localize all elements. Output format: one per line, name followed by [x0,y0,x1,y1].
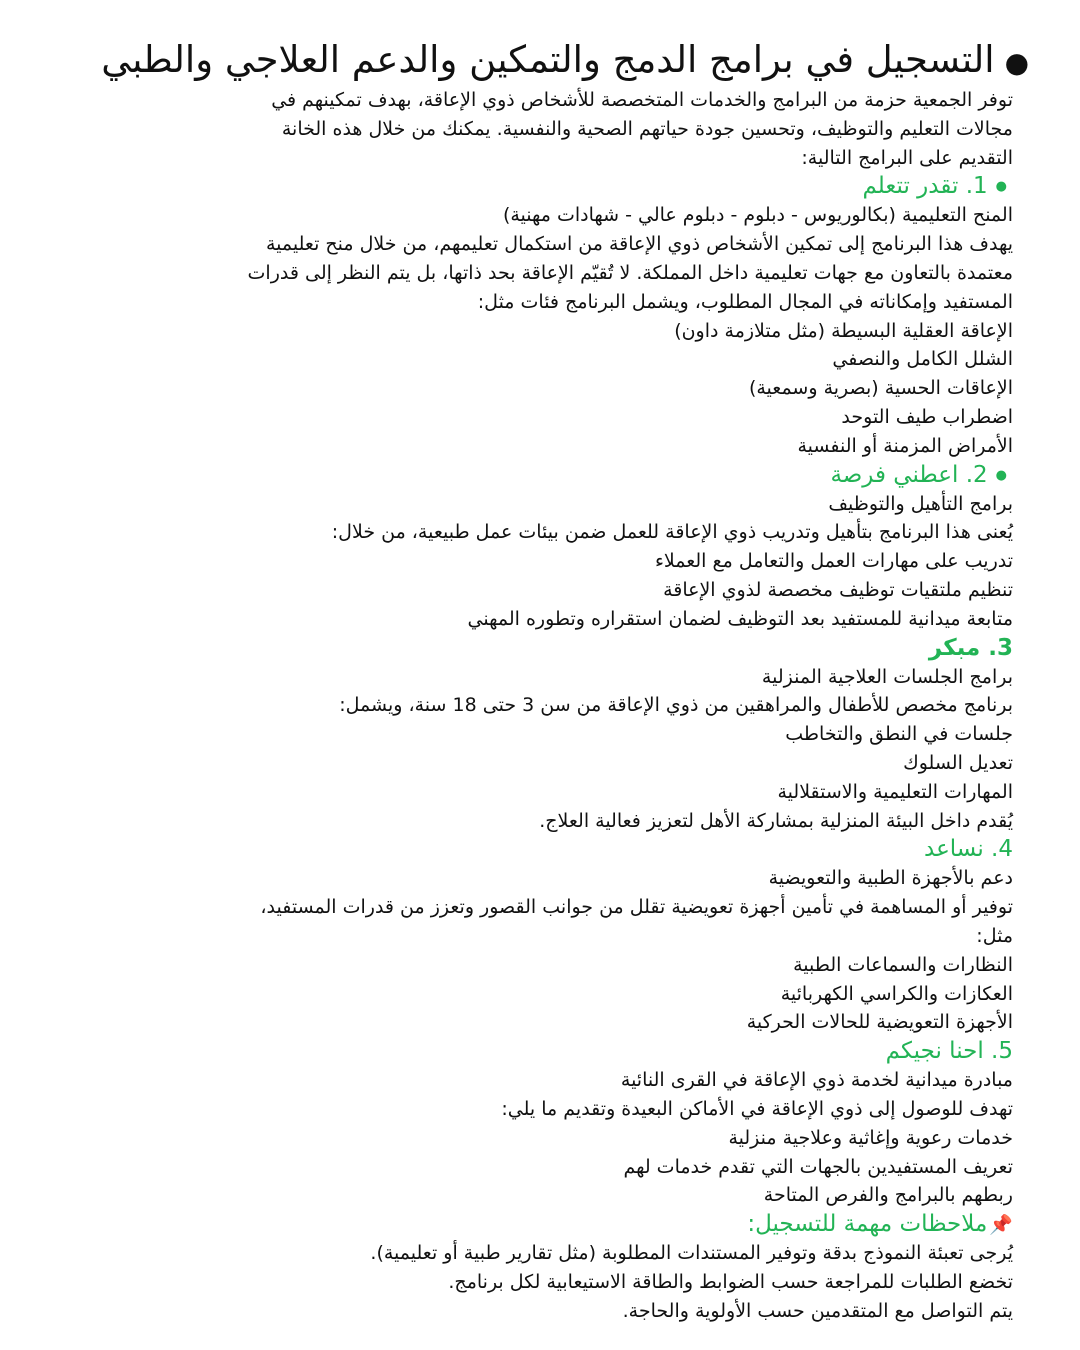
program-line: برنامج مخصص للأطفال والمراهقين من ذوي الإعاقة من سن 3 حتى 18 سنة، ويشمل: [339,694,1013,717]
program-line: الأمراض المزمنة أو النفسية [797,434,1013,457]
program-line: العكازات والكراسي الكهربائية [780,982,1013,1005]
intro-line: توفر الجمعية حزمة من البرامج والخدمات المتخصصة للأشخاص ذوي الإعاقة، بهدف تمكينهم في [271,89,1013,111]
program-line: برامج التأهيل والتوظيف [828,492,1013,515]
program-line: تنظيم ملتقيات توظيف مخصصة لذوي الإعاقة [663,578,1013,601]
program-line: دعم بالأجهزة الطبية والتعويضية [768,867,1013,890]
program-line: تدريب على مهارات العمل والتعامل مع العملاء [654,550,1013,573]
program-line: الإعاقات الحسية (بصرية وسمعية) [748,377,1013,400]
program-heading-5: 5. احنا نجيكم [885,1038,1013,1065]
page-title-text: التسجيل في برامج الدمج والتمكين والدعم العلاجي والطبي [101,38,995,81]
program-line: المنح التعليمية (بكالوريوس - دبلوم - دبلوم عالي - شهادات مهنية) [502,204,1013,227]
program-line: تعريف المستفيدين بالجهات التي تقدم خدمات لهم [623,1155,1013,1178]
program-line: النظارات والسماعات الطبية [793,953,1013,976]
program-line: الإعاقة العقلية البسيطة (مثل متلازمة داون) [674,319,1013,342]
program-heading-2 [50,461,1013,490]
bullet-icon: ● [995,179,1007,195]
program-line: خدمات رعوية وإغاثية وعلاجية منزلية [728,1126,1013,1149]
bullet-icon: ● [995,467,1007,483]
program-heading-3: 3. مبكر [928,634,1013,661]
program-line: معتمدة بالتعاون مع جهات تعليمية داخل المملكة. لا تُقيّم الإعاقة بحد ذاتها، بل يتم النظر إلى قدرات [247,261,1013,284]
program-line: ربطهم بالبرامج والفرص المتاحة [763,1184,1013,1207]
program-line: جلسات في النطق والتخاطب [785,723,1013,746]
program-line: يُعنى هذا البرنامج بتأهيل وتدريب ذوي الإعاقة للعمل ضمن بيئات عمل طبيعية، من خلال: [331,521,1013,544]
program-heading-4: 4. نساعد [924,836,1013,863]
program-line: الشلل الكامل والنصفي [832,348,1013,371]
page-title [50,34,1029,86]
bullet-icon: ● [1004,46,1029,79]
program-line: اضطراب طيف التوحد [841,405,1013,428]
document-body [50,34,1029,1325]
program-line: مبادرة ميدانية لخدمة ذوي الإعاقة في القرى النائية [620,1069,1013,1092]
intro-line: مجالات التعليم والتوظيف، وتحسين جودة حياتهم الصحية والنفسية. يمكنك من خلال هذه الخانة [281,117,1013,140]
program-line: المستفيد وإمكاناته في المجال المطلوب، ويشمل البرنامج فئات مثل: [477,290,1013,313]
notes-line: يتم التواصل مع المتقدمين حسب الأولوية والحاجة. [622,1299,1013,1322]
program-line: تعديل السلوك [903,751,1013,774]
intro-line: التقديم على البرامج التالية: [801,146,1013,169]
notes-heading-text: ملاحظات مهمة للتسجيل: [747,1211,988,1238]
notes-heading [50,1210,1013,1239]
program-line: مثل: [976,924,1013,947]
program-line: يهدف هذا البرنامج إلى تمكين الأشخاص ذوي الإعاقة من استكمال تعليمهم، من خلال منح تعليمية [265,233,1013,256]
program-heading-text: 2. اعطني فرصة [830,461,988,488]
notes-line: يُرجى تعبئة النموذج بدقة وتوفير المستندات المطلوبة (مثل تقارير طبية أو تعليمية). [370,1242,1013,1265]
program-heading-1 [50,172,1013,201]
program-heading-text: 1. تقدر تتعلم [862,173,988,200]
notes-line: تخضع الطلبات للمراجعة حسب الضوابط والطاقة الاستيعابية لكل برنامج. [448,1270,1013,1293]
pushpin-icon: 📌 [989,1214,1013,1237]
program-line: المهارات التعليمية والاستقلالية [777,780,1013,803]
program-line: برامج الجلسات العلاجية المنزلية [761,665,1013,688]
program-line: توفير أو المساهمة في تأمين أجهزة تعويضية تقلل من جوانب القصور وتعزز من قدرات المستفيد، [260,896,1013,919]
program-line: يُقدم داخل البيئة المنزلية بمشاركة الأهل لتعزيز فعالية العلاج. [539,809,1013,832]
program-line: الأجهزة التعويضية للحالات الحركية [746,1011,1013,1034]
program-line: تهدف للوصول إلى ذوي الإعاقة في الأماكن البعيدة وتقديم ما يلي: [501,1097,1013,1120]
program-line: متابعة ميدانية للمستفيد بعد التوظيف لضمان استقراره وتطوره المهني [467,607,1013,630]
